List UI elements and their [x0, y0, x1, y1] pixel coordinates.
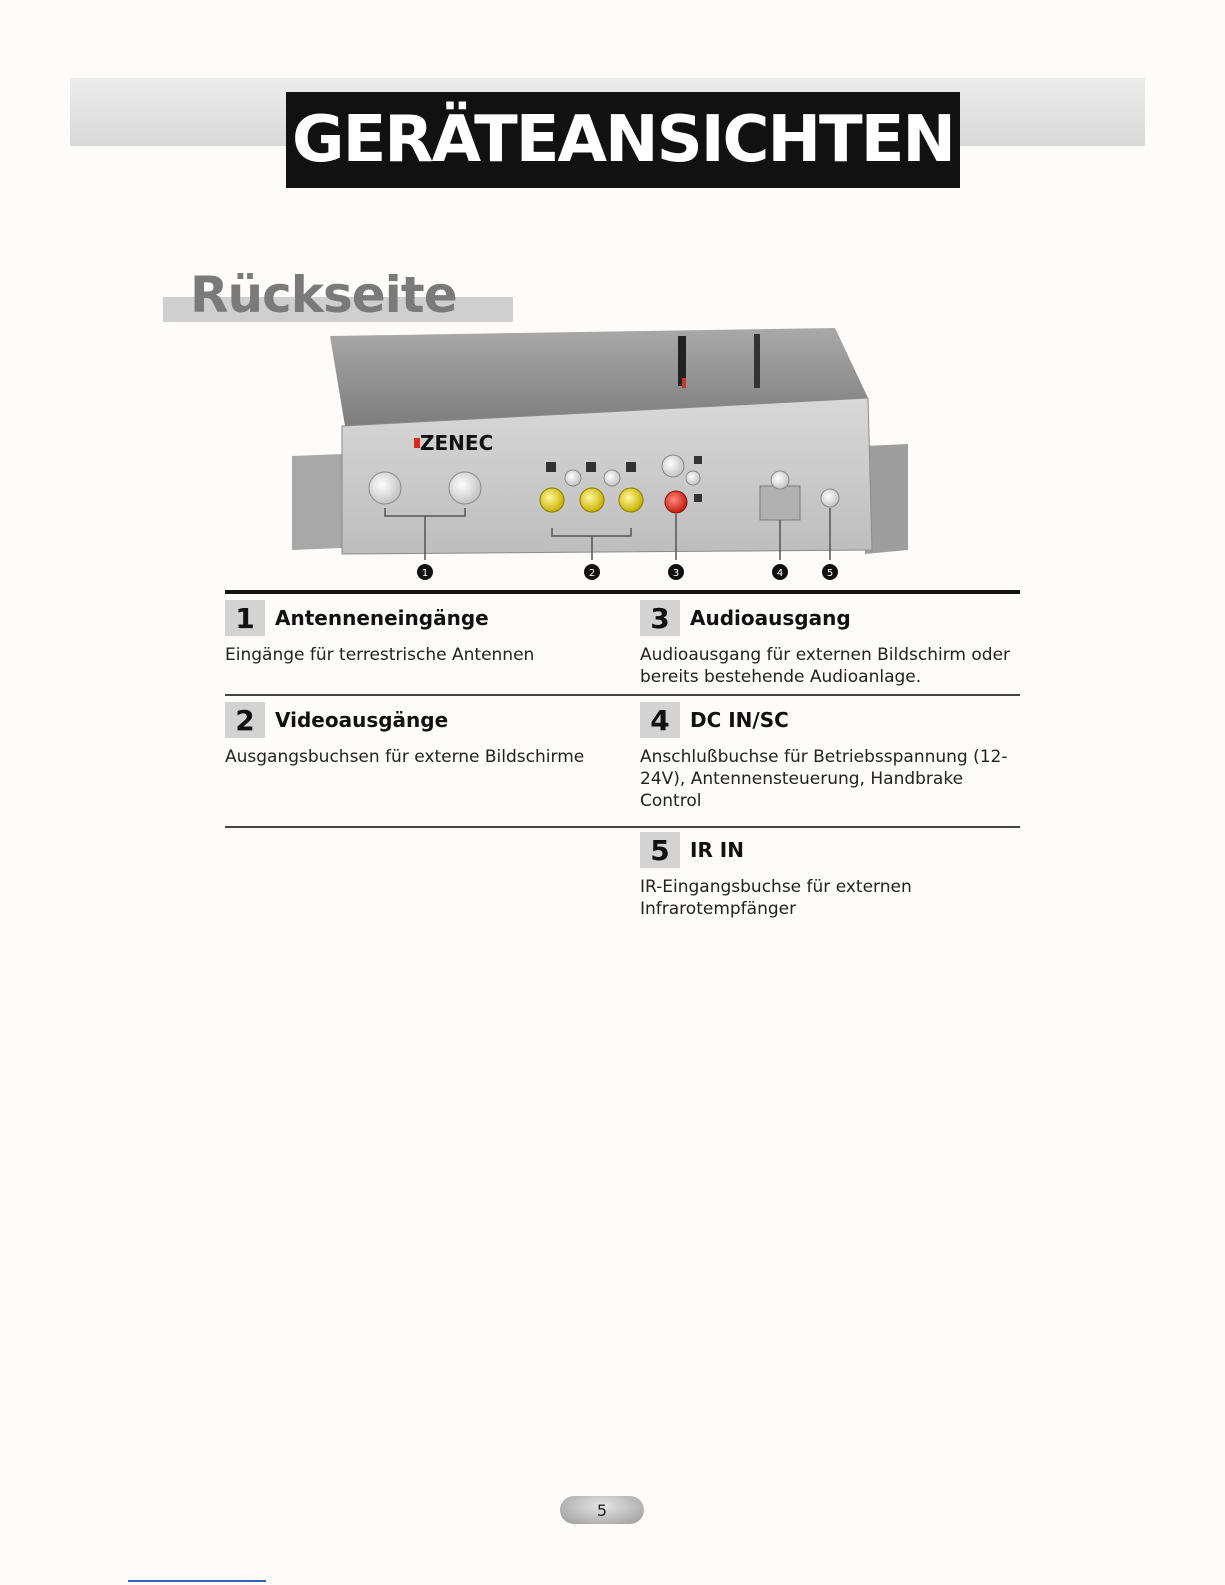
- item-number: 3: [640, 600, 680, 636]
- item-label: Audioausgang: [690, 606, 851, 630]
- row-divider: [225, 694, 1020, 696]
- item-description: Eingänge für terrestrische Antennen: [225, 645, 535, 665]
- table-top-rule: [225, 590, 1020, 594]
- item-number: 2: [225, 702, 265, 738]
- page-title: GERÄTEANSICHTEN: [286, 92, 960, 188]
- device-brand-logo: ZENEC: [420, 431, 494, 455]
- device-rear-view-image: [290, 328, 910, 590]
- svg-text:2: 2: [588, 568, 596, 579]
- section-title: Rückseite: [190, 266, 457, 324]
- page-number: 5: [560, 1496, 644, 1524]
- svg-text:3: 3: [672, 568, 680, 579]
- item-label: Antenneneingänge: [275, 606, 489, 630]
- item-label: DC IN/SC: [690, 708, 789, 732]
- item-dc-in: [640, 700, 1025, 812]
- item-description: Anschlußbuchse für Betriebsspannung (12-24V), Antennensteuerung, Handbrake Control: [640, 747, 1008, 811]
- item-number: 5: [640, 832, 680, 868]
- bottom-accent-line: [128, 1580, 266, 1582]
- item-label: IR IN: [690, 838, 744, 862]
- item-ir-in: [640, 830, 1025, 920]
- item-label: Videoausgänge: [275, 708, 449, 732]
- callout-markers: [417, 564, 838, 580]
- svg-text:1: 1: [421, 568, 429, 579]
- item-description: Ausgangsbuchsen für externe Bildschirme: [225, 747, 585, 767]
- item-video-outputs: [225, 700, 610, 768]
- svg-text:5: 5: [826, 568, 834, 579]
- mounting-bracket-left: [292, 454, 342, 550]
- item-description: IR-Eingangsbuchse für externen Infrarotempfänger: [640, 877, 912, 919]
- item-audio-output: [640, 598, 1025, 688]
- item-antenna-inputs: [225, 598, 610, 666]
- row-divider: [225, 826, 1020, 828]
- item-description: Audioausgang für externen Bildschirm oder bereits bestehende Audioanlage.: [640, 645, 1011, 687]
- svg-text:4: 4: [776, 568, 784, 579]
- item-number: 4: [640, 702, 680, 738]
- item-number: 1: [225, 600, 265, 636]
